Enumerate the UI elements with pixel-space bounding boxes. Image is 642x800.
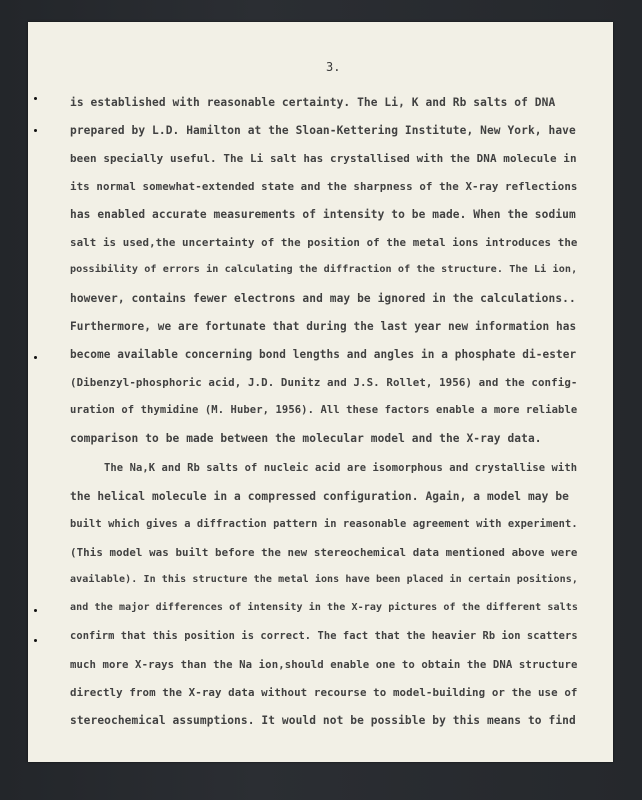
text-line: is established with reasonable certainty. The Li, K and Rb salts of DNA — [70, 96, 556, 109]
text-line: The Na,K and Rb salts of nucleic acid are isomorphous and crystallise with — [104, 462, 578, 474]
text-line: prepared by L.D. Hamilton at the Sloan-Kettering Institute, New York, have — [70, 124, 576, 137]
text-line: (Dibenzyl-phosphoric acid, J.D. Dunitz and J.S. Rollet, 1956) and the config- — [70, 376, 578, 389]
margin-mark — [34, 129, 37, 132]
text-line: however, contains fewer electrons and may be ignored in the calculations.. — [70, 292, 576, 305]
text-line: the helical molecule in a compressed configuration. Again, a model may be — [70, 490, 569, 503]
text-line: become available concerning bond lengths and angles in a phosphate di-ester — [70, 348, 577, 361]
margin-mark — [34, 356, 37, 359]
text-line: and the major differences of intensity in the X-ray pictures of the different salts — [70, 602, 579, 613]
text-line: salt is used,the uncertainty of the position of the metal ions introduces the — [70, 236, 578, 249]
text-line: its normal somewhat-extended state and the sharpness of the X-ray reflections — [70, 180, 578, 193]
text-line: directly from the X-ray data without recourse to model-building or the use of — [70, 686, 578, 699]
text-line: been specially useful. The Li salt has crystallised with the DNA molecule in — [70, 152, 577, 165]
text-line: possibility of errors in calculating the diffraction of the structure. The Li ion, — [70, 264, 578, 275]
text-line: available). In this structure the metal ions have been placed in certain positions, — [70, 574, 579, 585]
margin-mark — [34, 639, 37, 642]
page-number: 3. — [326, 60, 341, 74]
text-line: confirm that this position is correct. The fact that the heavier Rb ion scatters — [70, 630, 578, 642]
text-line: has enabled accurate measurements of intensity to be made. When the sodium — [70, 208, 576, 221]
text-line: Furthermore, we are fortunate that during the last year new information has — [70, 320, 577, 333]
margin-mark — [34, 97, 37, 100]
text-line: stereochemical assumptions. It would not be possible by this means to find — [70, 714, 576, 727]
text-line: comparison to be made between the molecular model and the X-ray data. — [70, 432, 542, 445]
text-line: (This model was built before the new stereochemical data mentioned above were — [70, 546, 578, 559]
text-line: built which gives a diffraction pattern in reasonable agreement with experiment. — [70, 518, 578, 530]
text-line: much more X-rays than the Na ion,should enable one to obtain the DNA structure — [70, 658, 578, 671]
margin-mark — [34, 609, 37, 612]
text-line: uration of thymidine (M. Huber, 1956). All these factors enable a more reliable — [70, 404, 578, 416]
document-page — [28, 22, 613, 762]
